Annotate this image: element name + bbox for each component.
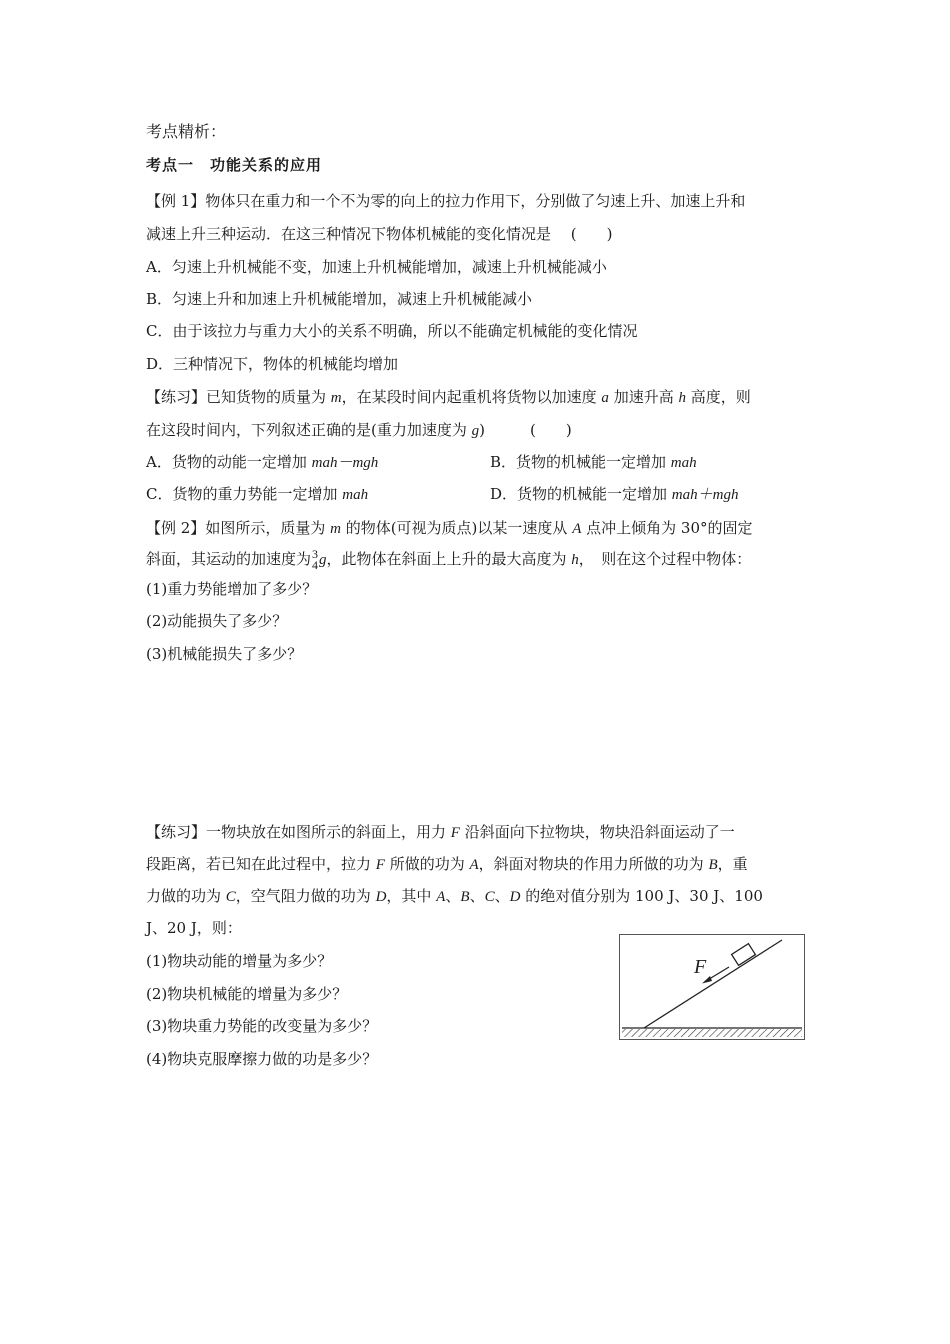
incline-figure bbox=[619, 934, 805, 1040]
practice2-question-1: (1)物块动能的增量为多少？ bbox=[146, 952, 333, 970]
practice2-line3: 力做的功为 C，空气阻力做的功为 D，其中 A、B、C、D 的绝对值分别为 100 J、30 J、100 bbox=[146, 887, 763, 905]
example2-question-2: (2)动能损失了多少？ bbox=[146, 612, 288, 630]
example1-option-a: A．匀速上升机械能不变，加速上升机械能增加，减速上升机械能减小 bbox=[146, 258, 607, 276]
example1-option-c: C．由于该拉力与重力大小的关系不明确，所以不能确定机械能的变化情况 bbox=[146, 322, 638, 340]
topic-title: 考点一 功能关系的应用 bbox=[146, 156, 323, 174]
example1-line2: 减速上升三种运动．在这三种情况下物体机械能的变化情况是 ( ) bbox=[146, 225, 613, 243]
example2-question-3: (3)机械能损失了多少？ bbox=[146, 645, 303, 663]
example1-tag: 【例 1】 bbox=[146, 192, 206, 210]
fraction bbox=[312, 549, 318, 571]
practice2-question-3: (3)物块重力势能的改变量为多少？ bbox=[146, 1017, 378, 1035]
example2-tag: 【例 2】 bbox=[146, 519, 206, 537]
practice1-tag: 【练习】 bbox=[146, 388, 207, 406]
ground-hatching bbox=[622, 1029, 802, 1037]
example1-option-b: B．匀速上升和加速上升机械能增加，减速上升机械能减小 bbox=[146, 290, 533, 308]
practice2-line1: 【练习】一物块放在如图所示的斜面上，用力 F 沿斜面向下拉物块，物块沿斜面运动了一 bbox=[146, 823, 735, 841]
block bbox=[732, 944, 756, 966]
example2-line2: 斜面，其运动的加速度为 3 4 g，此物体在斜面上上升的最大高度为 h， 则在这个过程中物体： bbox=[146, 547, 752, 572]
incline-diagram bbox=[620, 935, 804, 1039]
fraction-numerator: 3 bbox=[312, 547, 319, 561]
section-heading: 考点精析： bbox=[146, 122, 227, 141]
force-label: F bbox=[694, 956, 707, 978]
practice1-option-d: D．货物的机械能一定增加 mah＋mgh bbox=[490, 485, 739, 503]
incline-surface bbox=[644, 940, 782, 1028]
practice1-option-a: A．货物的动能一定增加 mah－mgh bbox=[146, 453, 379, 471]
practice1-line2: 在这段时间内，下列叙述正确的是(重力加速度为 g) ( ) bbox=[146, 421, 572, 439]
practice2-tag: 【练习】 bbox=[146, 823, 207, 841]
example2-question-1: (1)重力势能增加了多少？ bbox=[146, 580, 318, 598]
practice1-option-b: B．货物的机械能一定增加 mah bbox=[490, 453, 697, 471]
example1-option-d: D．三种情况下，物体的机械能均增加 bbox=[146, 355, 399, 373]
practice2-line2: 段距离，若已知在此过程中，拉力 F 所做的功为 A，斜面对物块的作用力所做的功为 B，重 bbox=[146, 855, 748, 873]
practice2-question-4: (4)物块克服摩擦力做的功是多少？ bbox=[146, 1050, 378, 1068]
example2-line1: 【例 2】如图所示，质量为 m 的物体(可视为质点)以某一速度从 A 点冲上倾角为 30°的固定 bbox=[146, 519, 753, 537]
example1-line1: 【例 1】物体只在重力和一个不为零的向上的拉力作用下，分别做了匀速上升、加速上升和 bbox=[146, 192, 746, 210]
fraction-denominator: 4 bbox=[312, 558, 319, 572]
practice1-line1: 【练习】已知货物的质量为 m，在某段时间内起重机将货物以加速度 a 加速升高 h 高度，则 bbox=[146, 388, 751, 406]
practice2-line4: J、20 J，则： bbox=[146, 919, 242, 937]
practice2-question-2: (2)物块机械能的增量为多少？ bbox=[146, 985, 348, 1003]
practice1-option-c: C．货物的重力势能一定增加 mah bbox=[146, 485, 369, 503]
